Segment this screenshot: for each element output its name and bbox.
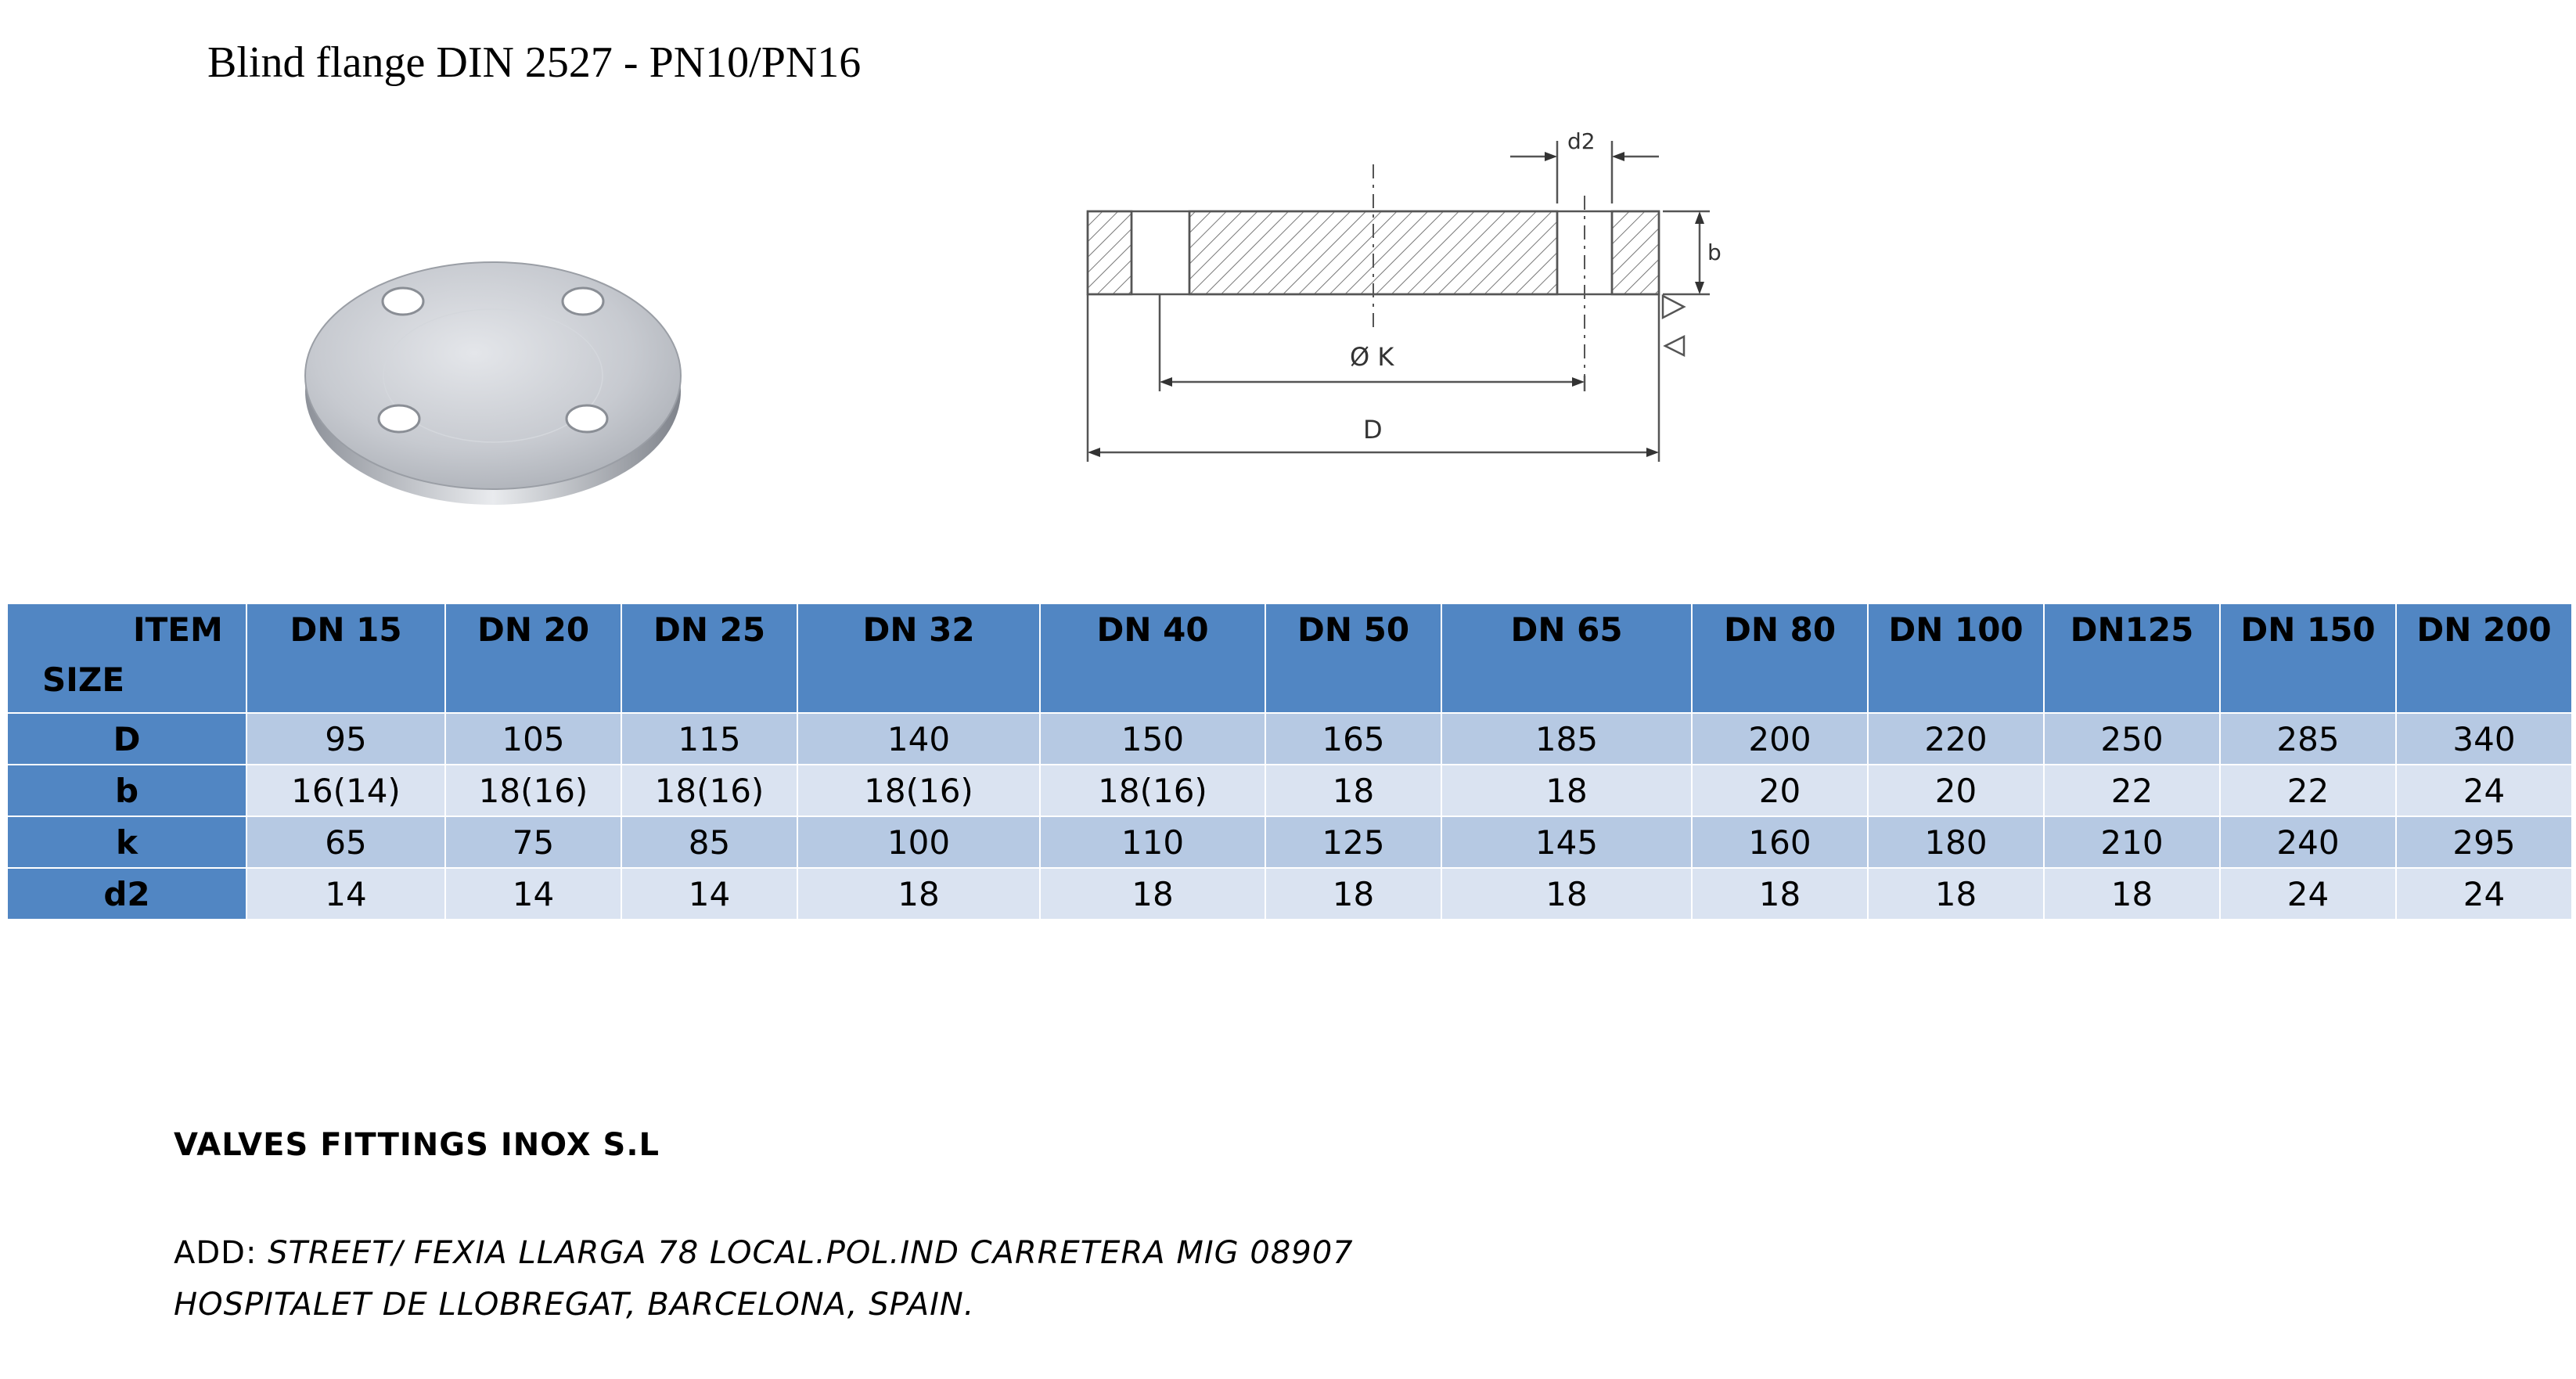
table-cell: 16(14) — [246, 765, 445, 816]
table-cell: 145 — [1441, 816, 1692, 868]
column-header: DN 100 — [1868, 603, 2044, 713]
table-cell: 250 — [2044, 713, 2220, 765]
table-cell: 100 — [797, 816, 1040, 868]
d-label: D — [1363, 415, 1383, 445]
table-cell: 18 — [1040, 868, 1265, 920]
table-row — [7, 713, 2572, 765]
table-cell: 180 — [1868, 816, 2044, 868]
table-cell: 18 — [797, 868, 1040, 920]
table-cell: 140 — [797, 713, 1040, 765]
k-label: Ø K — [1350, 342, 1394, 372]
table-cell: 18 — [2044, 868, 2220, 920]
table-cell: 18(16) — [445, 765, 621, 816]
table-cell: 14 — [246, 868, 445, 920]
row-label: d2 — [7, 868, 246, 920]
corner-size-label: SIZE — [42, 661, 125, 699]
flange-photo — [297, 235, 689, 517]
table-cell: 18 — [1692, 868, 1868, 920]
table-cell: 105 — [445, 713, 621, 765]
table-cell: 295 — [2396, 816, 2572, 868]
table-cell: 18(16) — [797, 765, 1040, 816]
column-header: DN 200 — [2396, 603, 2572, 713]
table-cell: 285 — [2220, 713, 2396, 765]
column-header: DN 40 — [1040, 603, 1265, 713]
table-cell: 18(16) — [1040, 765, 1265, 816]
table-cell: 75 — [445, 816, 621, 868]
table-cell: 14 — [621, 868, 797, 920]
page-title: Blind flange DIN 2527 - PN10/PN16 — [207, 38, 862, 87]
table-cell: 115 — [621, 713, 797, 765]
table-row — [7, 816, 2572, 868]
table-cell: 18(16) — [621, 765, 797, 816]
company-name: VALVES FITTINGS INOX S.L — [174, 1127, 660, 1163]
table-cell: 125 — [1265, 816, 1441, 868]
corner-item-label: ITEM — [133, 610, 223, 649]
row-label: b — [7, 765, 246, 816]
table-cell: 18 — [1441, 868, 1692, 920]
column-header: DN 15 — [246, 603, 445, 713]
table-row — [7, 868, 2572, 920]
d2-label: d2 — [1567, 128, 1596, 154]
table-header-row — [7, 603, 2572, 713]
column-header: DN 32 — [797, 603, 1040, 713]
table-cell: 340 — [2396, 713, 2572, 765]
company-address — [174, 1227, 1426, 1330]
table-row — [7, 765, 2572, 816]
table-cell: 24 — [2220, 868, 2396, 920]
column-header: DN 20 — [445, 603, 621, 713]
table-cell: 18 — [1265, 765, 1441, 816]
table-cell: 24 — [2396, 868, 2572, 920]
table-cell: 185 — [1441, 713, 1692, 765]
row-label: k — [7, 816, 246, 868]
dimensions-table — [6, 603, 2573, 920]
table-cell: 200 — [1692, 713, 1868, 765]
table-cell: 150 — [1040, 713, 1265, 765]
corner-cell — [7, 603, 246, 713]
table-cell: 20 — [1692, 765, 1868, 816]
table-cell: 240 — [2220, 816, 2396, 868]
table-cell: 18 — [1868, 868, 2044, 920]
column-header: DN 150 — [2220, 603, 2396, 713]
column-header: DN 80 — [1692, 603, 1868, 713]
table-cell: 110 — [1040, 816, 1265, 868]
table-cell: 220 — [1868, 713, 2044, 765]
column-header: DN 50 — [1265, 603, 1441, 713]
table-cell: 20 — [1868, 765, 2044, 816]
address-label: ADD: — [174, 1235, 268, 1271]
table-cell: 65 — [246, 816, 445, 868]
table-cell: 24 — [2396, 765, 2572, 816]
b-label: b — [1707, 239, 1722, 265]
table-cell: 165 — [1265, 713, 1441, 765]
table-cell: 85 — [621, 816, 797, 868]
column-header: DN125 — [2044, 603, 2220, 713]
table-cell: 210 — [2044, 816, 2220, 868]
flange-section-drawing — [1072, 117, 1761, 477]
table-cell: 18 — [1441, 765, 1692, 816]
column-header: DN 25 — [621, 603, 797, 713]
column-header: DN 65 — [1441, 603, 1692, 713]
address-text: STREET/ FEXIA LLARGA 78 LOCAL.POL.IND CARRETERA MIG 08907 HOSPITALET DE LLOBREGAT, BARCELONA, SPAIN. — [174, 1235, 1354, 1323]
table-cell: 95 — [246, 713, 445, 765]
table-cell: 14 — [445, 868, 621, 920]
table-cell: 160 — [1692, 816, 1868, 868]
table-cell: 22 — [2220, 765, 2396, 816]
table-cell: 18 — [1265, 868, 1441, 920]
table-cell: 22 — [2044, 765, 2220, 816]
row-label: D — [7, 713, 246, 765]
